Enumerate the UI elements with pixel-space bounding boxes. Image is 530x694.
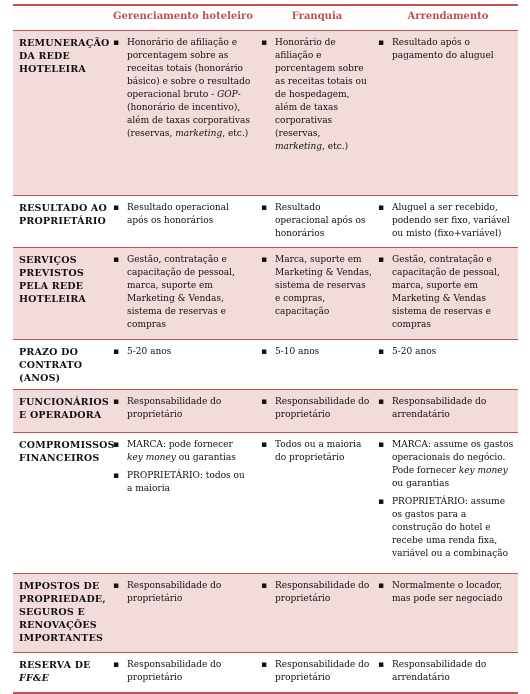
list-item: ▪ Resultado operacional após os honorários	[261, 202, 373, 241]
table-row	[13, 652, 518, 692]
list-item: ▪ Responsabilidade do proprietário	[261, 659, 373, 685]
cell-gerenciamento	[113, 439, 251, 501]
list-item: ▪ Gestão, contratação e capacitação de pessoal, marca, suporte em Marketing & Vendas, sistema de reservas e compras	[113, 254, 251, 332]
list-item: ▪ Responsabilidade do proprietário	[261, 396, 373, 422]
table-row	[13, 389, 518, 432]
list-item: ▪ Responsabilidade do proprietário	[113, 396, 251, 422]
header-franquia: Franquia	[291, 11, 343, 22]
cell-franquia	[261, 254, 373, 324]
table-header	[13, 6, 518, 30]
list-item: ▪ PROPRIETÁRIO: todos ou a maioria	[113, 470, 251, 496]
cell-arrendamento	[378, 439, 516, 566]
cell-gerenciamento	[113, 37, 251, 146]
table-row	[13, 247, 518, 339]
cell-arrendamento	[378, 346, 516, 364]
list-item: ▪ Resultado após o pagamento do aluguel	[378, 37, 516, 63]
row-label: REMUNERAÇÃO DA REDE HOTELEIRA	[19, 38, 110, 75]
cell-franquia	[261, 202, 373, 246]
list-item: ▪ Gestão, contratação e capacitação de pessoal, marca, suporte em Marketing & Vendas sistema de reservas e compras	[378, 254, 516, 332]
cell-franquia	[261, 346, 373, 364]
comparison-table	[13, 4, 518, 694]
cell-franquia	[261, 396, 373, 427]
list-item: ▪ Responsabilidade do proprietário	[261, 580, 373, 606]
table-row	[13, 339, 518, 389]
cell-gerenciamento	[113, 659, 251, 690]
row-label: FUNCIONÁRIOS E OPERADORA	[19, 397, 109, 421]
row-label: COMPROMISSOS FINANCEIROS	[19, 440, 115, 464]
cell-franquia	[261, 659, 373, 690]
cell-arrendamento	[378, 254, 516, 337]
list-item: ▪ Marca, suporte em Marketing & Vendas, sistema de reservas e compras, capacitação	[261, 254, 373, 319]
list-item: ▪ Resultado operacional após os honorários	[113, 202, 251, 228]
table-row	[13, 30, 518, 195]
table-row	[13, 573, 518, 652]
cell-franquia	[261, 580, 373, 611]
row-label: SERVIÇOS PREVISTOS PELA REDE HOTELEIRA	[19, 255, 86, 305]
cell-arrendamento	[378, 659, 516, 690]
header-gerenciamento: Gerenciamento hoteleiro	[113, 11, 253, 22]
list-item: ▪ PROPRIETÁRIO: assume os gastos para a construção do hotel e recebe uma renda fixa, variável ou a combinação	[378, 496, 516, 561]
row-label: RESERVA DE FF&E	[19, 660, 91, 684]
cell-gerenciamento	[113, 202, 251, 233]
list-item: ▪ Aluguel a ser recebido, podendo ser fixo, variável ou misto (fixo+variável)	[378, 202, 516, 241]
cell-gerenciamento	[113, 346, 251, 364]
cell-franquia	[261, 439, 373, 470]
cell-arrendamento	[378, 580, 516, 611]
list-item: ▪ Responsabilidade do arrendatário	[378, 396, 516, 422]
list-item: ▪ 5-10 anos	[261, 346, 373, 359]
cell-arrendamento	[378, 37, 516, 68]
list-item: ▪ Responsabilidade do arrendatário	[378, 659, 516, 685]
cell-gerenciamento	[113, 396, 251, 427]
list-item: ▪ Normalmente o locador, mas pode ser negociado	[378, 580, 516, 606]
list-item: ▪ Todos ou a maioria do proprietário	[261, 439, 373, 465]
list-item: ▪ Responsabilidade do proprietário	[113, 659, 251, 685]
row-label: RESULTADO AO PROPRIETÁRIO	[19, 203, 107, 227]
list-item: ▪ Responsabilidade do proprietário	[113, 580, 251, 606]
cell-arrendamento	[378, 396, 516, 427]
header-arrendamento: Arrendamento	[407, 11, 489, 22]
table-row	[13, 432, 518, 573]
list-item: ▪ MARCA: pode fornecer key money ou garantias	[113, 439, 251, 465]
row-label: IMPOSTOS DE PROPRIEDADE, SEGUROS E RENOVAÇÕES IMPORTANTES	[19, 581, 106, 644]
cell-gerenciamento	[113, 580, 251, 611]
list-item: ▪ Honorário de afiliação e porcentagem sobre as receitas totais (honorário básico) e sobre o resultado operacional bruto - GOP- (honorário de incentivo), além de taxas corporativas (reservas, marketing, etc.)	[113, 37, 251, 141]
list-item: ▪ Honorário de afiliação e porcentagem sobre as receitas totais ou de hospedagem, além de taxas corporativas (reservas, marketing, etc.)	[261, 37, 373, 154]
list-item: ▪ 5-20 anos	[113, 346, 251, 359]
cell-gerenciamento	[113, 254, 251, 337]
cell-franquia	[261, 37, 373, 159]
cell-arrendamento	[378, 202, 516, 246]
list-item: ▪ 5-20 anos	[378, 346, 516, 359]
row-label: PRAZO DO CONTRATO (ANOS)	[19, 347, 83, 384]
list-item: ▪ MARCA: assume os gastos operacionais do negócio. Pode fornecer key money ou garantias	[378, 439, 516, 491]
table-row	[13, 195, 518, 247]
